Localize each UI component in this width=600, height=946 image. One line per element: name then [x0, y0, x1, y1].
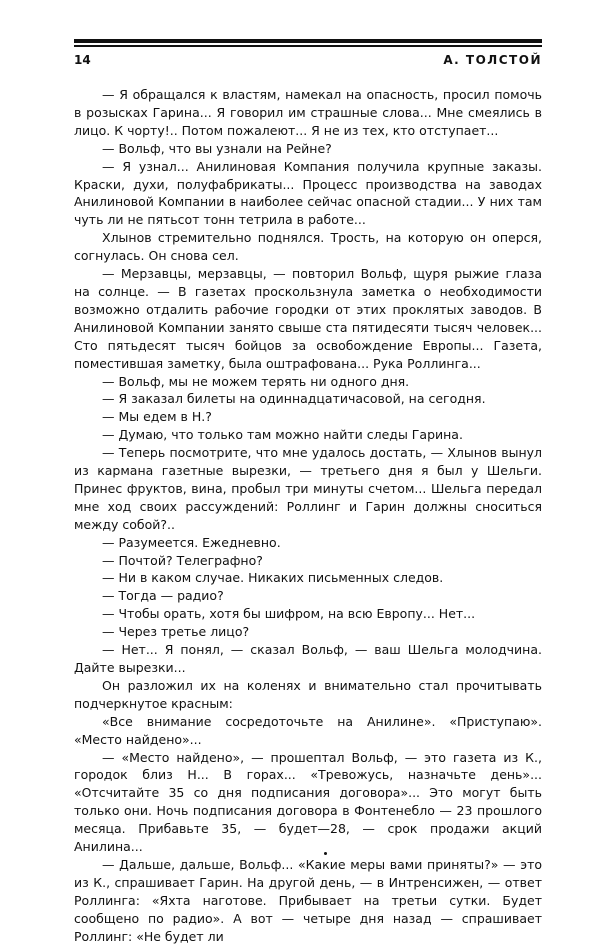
paragraph: — Ни в каком случае. Никаких письменных следов.: [102, 570, 444, 586]
print-speck: [324, 852, 327, 855]
paragraph: — Дальше, дальше, Вольф... «Какие меры вами приняты?» — это из К., спрашивает Гарин. На другой день, — в Интренсижен, — ответ Роллинга: «Яхта наготове. Прибывает на третьи сутки. Будет сообщено по радио». А вот — четыре дня назад — спрашивает Роллинг: «Не будет ли: [74, 856, 542, 944]
paragraph: — Чтобы орать, хотя бы шифром, на всю Европу... Нет...: [102, 606, 476, 622]
paragraph: — «Место найдено», — прошептал Вольф, — это газета из К., городок близ Н... В горах... «Тревожусь, назначьте день»... «Отсчитайте 35 со дня подписания договора»... Это могут быть только они. Ночь подписания договора в Фонтенебло — 23 прошлого месяца. Прибавьте 35, — будет—28, — срок продажи акций Анилина...: [74, 749, 542, 855]
paragraph: — Нет... Я понял, — сказал Вольф, — ваш Шельга молодчина. Дайте вырезки...: [74, 642, 542, 675]
paragraph: — Я обращался к властям, намекал на опасность, просил помочь в розысках Гарина... Я говорил им страшные слова... Мне смеялись в лицо. К чорту!.. Потом пожалеют... Я не из тех, кто отступает...: [74, 87, 542, 138]
paragraph: — Я заказал билеты на одиннадцатичасовой, на сегодня.: [102, 391, 486, 407]
paragraph: — Тогда — радио?: [102, 588, 224, 604]
paragraph: — Вольф, что вы узнали на Рейне?: [102, 140, 332, 156]
running-author: А. ТОЛСТОЙ: [443, 53, 542, 67]
paragraph: — Через третье лицо?: [102, 624, 250, 640]
paragraph: — Мерзавцы, мерзавцы, — повторил Вольф, щуря рыжие глаза на солнце. — В газетах проскользнула заметка о необходимости возможно отдалить рабочие городки от этих проклятых заводов. В Анилиновой Компании занято свыше ста пятидесяти тысяч человек... Сто пятьдесят тысяч бойцов за освобождение Европы... Газета, поместившая заметку, была оштрафована... Рука Роллинга...: [74, 266, 542, 371]
paragraph: Хлынов стремительно поднялся. Трость, на которую он оперся, согнулась. Он снова сел.: [74, 230, 542, 264]
paragraph: — Думаю, что только там можно найти следы Гарина.: [102, 427, 463, 443]
page-number: 14: [74, 53, 91, 67]
running-header: [74, 50, 542, 70]
paragraph: — Вольф, мы не можем терять ни одного дня.: [102, 373, 410, 389]
header-rule-thick: [74, 39, 542, 43]
paragraph: — Теперь посмотрите, что мне удалось достать, — Хлынов вынул из кармана газетные вырезки, — третьего дня я был у Шельги. Принес фруктов, вина, пробыл три минуты счетом... Шельга передал мне ход своих рассуждений: Роллинг и Гарин должны сноситься между собой?..: [74, 445, 542, 532]
paragraph: — Я узнал... Анилиновая Компания получила крупные заказы. Краски, духи, полуфабрикаты... Процесс производства на заводах Анилиновой Компании в наиболее сейчас опасной стадии... У них там чуть ли не пятьсот тонн тетрила в работе...: [74, 158, 542, 228]
paragraph: — Разумеется. Ежедневно.: [102, 534, 281, 550]
paragraph: Он разложил их на коленях и внимательно стал прочитывать подчеркнутое красным:: [74, 677, 542, 711]
paragraph: — Мы едем в Н.?: [102, 409, 212, 425]
paragraph: — Почтой? Телеграфно?: [102, 552, 263, 568]
paragraph: «Все внимание сосредоточьте на Анилине». «Приступаю». «Место найдено»...: [74, 713, 542, 747]
body-text: [74, 86, 542, 946]
header-rule-thin: [74, 45, 542, 47]
